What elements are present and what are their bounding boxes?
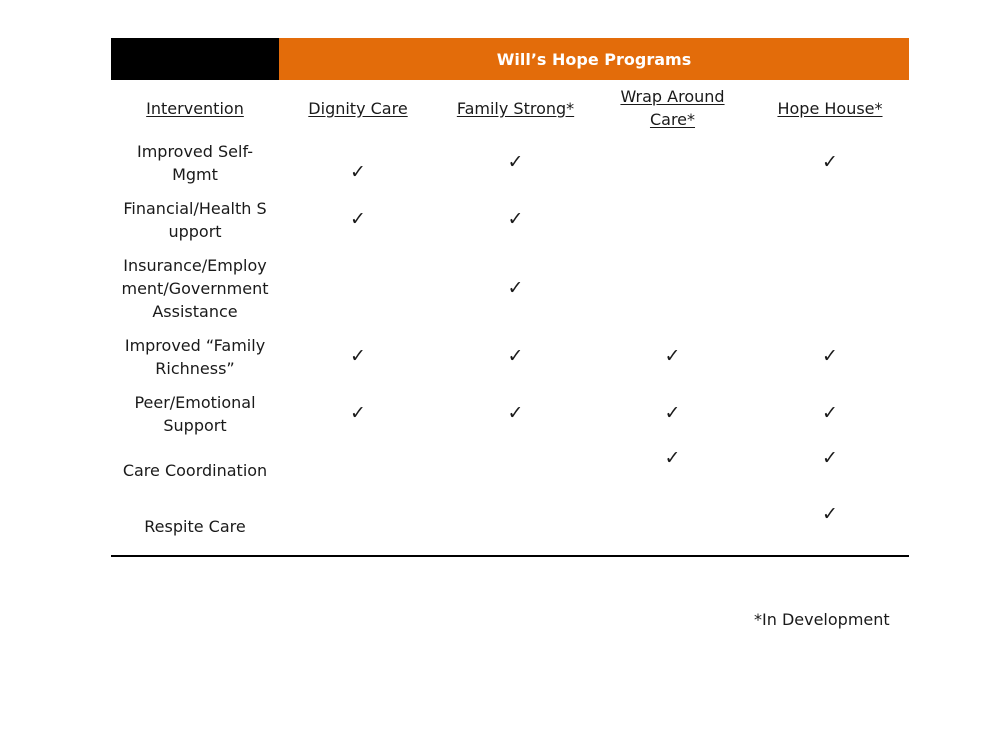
checkmark-icon: ✓ xyxy=(507,276,524,299)
checkmark-icon: ✓ xyxy=(350,161,366,183)
cell-hope-house xyxy=(751,134,909,191)
intervention-name: Financial/Health Support xyxy=(123,198,267,241)
table-body xyxy=(111,134,909,554)
table-row xyxy=(111,328,909,385)
checkmark-icon: ✓ xyxy=(664,345,681,367)
checkmark-icon: ✓ xyxy=(822,402,838,424)
banner-black-block xyxy=(111,38,279,80)
table-row xyxy=(111,385,909,442)
intervention-name: Improved “Family Richness” xyxy=(124,335,266,378)
checkmark-icon: ✓ xyxy=(822,151,838,173)
cell-hope-house xyxy=(751,442,909,498)
cell-family-strong xyxy=(437,191,594,248)
cell-wrap-around-care xyxy=(594,248,751,328)
table-header-row xyxy=(111,82,909,134)
cell-family-strong xyxy=(437,385,594,442)
checkmark-icon: ✓ xyxy=(822,502,838,525)
cell-dignity-care xyxy=(279,442,437,498)
cell-hope-house xyxy=(751,191,909,248)
cell-dignity-care xyxy=(279,498,437,554)
checkmark-icon: ✓ xyxy=(350,402,366,424)
cell-hope-house xyxy=(751,328,909,385)
checkmark-icon: ✓ xyxy=(664,446,681,469)
checkmark-icon: ✓ xyxy=(350,345,366,367)
checkmark-icon: ✓ xyxy=(507,151,524,173)
cell-dignity-care xyxy=(279,134,437,191)
checkmark-icon: ✓ xyxy=(507,402,524,424)
header-hope-house: Hope House* xyxy=(777,98,883,118)
table-bottom-rule xyxy=(111,555,909,557)
cell-wrap-around-care xyxy=(594,191,751,248)
cell-hope-house xyxy=(751,248,909,328)
cell-wrap-around-care xyxy=(594,442,751,498)
cell-hope-house xyxy=(751,385,909,442)
cell-dignity-care xyxy=(279,385,437,442)
cell-wrap-around-care xyxy=(594,134,751,191)
header-intervention: Intervention xyxy=(146,98,244,118)
cell-hope-house xyxy=(751,498,909,554)
checkmark-icon: ✓ xyxy=(507,345,524,367)
cell-family-strong xyxy=(437,134,594,191)
intervention-name: Improved Self-Mgmt xyxy=(136,141,253,184)
checkmark-icon: ✓ xyxy=(507,208,524,230)
cell-dignity-care xyxy=(279,248,437,328)
checkmark-icon: ✓ xyxy=(822,345,838,367)
intervention-name: Respite Care xyxy=(144,516,246,536)
intervention-name: Care Coordination xyxy=(122,460,268,480)
table-row xyxy=(111,134,909,191)
table-row xyxy=(111,442,909,498)
table-title-banner xyxy=(111,38,909,80)
table-row xyxy=(111,248,909,328)
intervention-name: Insurance/Employment/Government Assistance xyxy=(121,255,269,321)
table-title: Will’s Hope Programs xyxy=(279,38,909,80)
cell-wrap-around-care xyxy=(594,498,751,554)
intervention-name: Peer/Emotional Support xyxy=(134,392,256,435)
programs-table xyxy=(111,82,909,554)
cell-family-strong xyxy=(437,442,594,498)
checkmark-icon: ✓ xyxy=(350,208,366,230)
table-row xyxy=(111,498,909,554)
cell-family-strong xyxy=(437,328,594,385)
checkmark-icon: ✓ xyxy=(664,402,681,424)
cell-wrap-around-care xyxy=(594,328,751,385)
cell-family-strong xyxy=(437,248,594,328)
cell-dignity-care xyxy=(279,191,437,248)
footnote: *In Development xyxy=(754,610,890,629)
cell-family-strong xyxy=(437,498,594,554)
cell-wrap-around-care xyxy=(594,385,751,442)
table-row xyxy=(111,191,909,248)
header-wrap-around-care: Wrap Around Care* xyxy=(620,87,725,129)
header-family-strong: Family Strong* xyxy=(456,98,575,118)
cell-dignity-care xyxy=(279,328,437,385)
header-dignity-care: Dignity Care xyxy=(308,98,408,118)
checkmark-icon: ✓ xyxy=(822,446,838,469)
